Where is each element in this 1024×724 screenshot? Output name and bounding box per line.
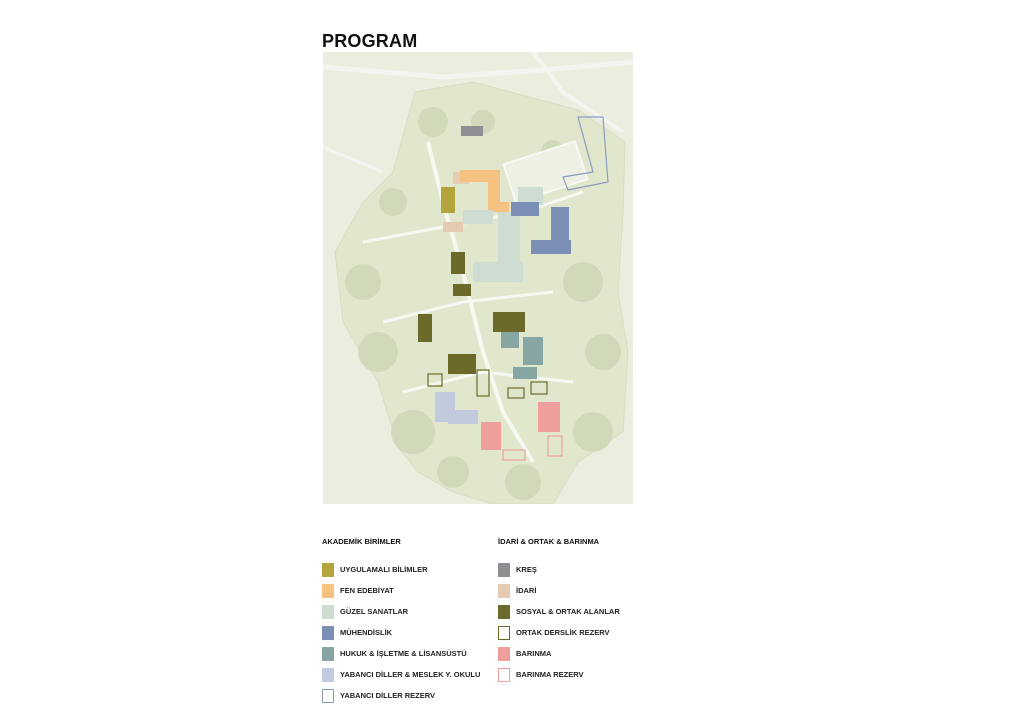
legend-item	[498, 601, 620, 622]
legend-item	[498, 664, 620, 685]
legend-swatch	[322, 689, 334, 703]
building-hukuk	[523, 337, 543, 365]
legend-item	[322, 685, 480, 706]
building-idari	[443, 222, 463, 232]
legend-item	[498, 643, 620, 664]
legend-label: GÜZEL SANATLAR	[340, 607, 409, 616]
building-guzel-sanatlar	[473, 262, 523, 282]
legend-swatch	[322, 584, 334, 598]
legend-swatch	[498, 626, 510, 640]
building-hukuk	[513, 367, 537, 379]
legend-label: FEN EDEBİYAT	[340, 586, 394, 595]
legend-label: YABANCI DİLLER REZERV	[340, 691, 436, 700]
building-fen-edebiyat	[491, 202, 509, 212]
legend-swatch	[498, 563, 510, 577]
building-yabanci	[448, 410, 478, 424]
legend-swatch	[322, 668, 334, 682]
legend-swatch	[498, 668, 510, 682]
page-title: PROGRAM	[322, 31, 418, 51]
legend-item	[498, 622, 620, 643]
building-sosyal	[418, 314, 432, 342]
building-sosyal	[448, 354, 476, 374]
legend-item	[322, 601, 480, 622]
building-muhendislik	[511, 202, 539, 216]
legend-label: UYGULAMALI BİLİMLER	[340, 565, 428, 574]
legend-label: YABANCI DİLLER & MESLEK Y. OKULU	[340, 670, 481, 679]
legend-swatch	[498, 584, 510, 598]
legend-swatch	[322, 647, 334, 661]
legend-label: SOSYAL & ORTAK ALANLAR	[516, 607, 620, 616]
legend-label: BARINMA REZERV	[516, 670, 584, 679]
legend-swatch	[498, 647, 510, 661]
legend-swatch	[322, 563, 334, 577]
legend-item	[498, 559, 620, 580]
building-uygulamali	[441, 187, 455, 213]
legend-item	[322, 664, 480, 685]
legend-heading: İDARİ & ORTAK & BARINMA	[498, 537, 600, 546]
legend-item	[322, 643, 480, 664]
legend-admin	[498, 537, 620, 685]
building-guzel-sanatlar	[463, 210, 493, 224]
campus-site-plan	[323, 52, 633, 504]
legend-item	[322, 622, 480, 643]
legend-label: MÜHENDİSLİK	[340, 628, 393, 637]
building-muhendislik	[531, 240, 571, 254]
legend-academic	[322, 537, 480, 706]
legend-swatch	[322, 626, 334, 640]
legend-item	[322, 559, 480, 580]
legend-label: BARINMA	[516, 649, 552, 658]
legend-label: HUKUK & İŞLETME & LİSANSÜSTÜ	[340, 649, 467, 658]
building-sosyal	[493, 312, 525, 332]
building-barinma	[538, 402, 560, 432]
legend-label: ORTAK DERSLİK REZERV	[516, 628, 610, 637]
building-kres	[461, 126, 483, 136]
legend-item	[322, 580, 480, 601]
legend-swatch	[498, 605, 510, 619]
legend-label: KREŞ	[516, 565, 537, 574]
legend-heading: AKADEMİK BİRİMLER	[322, 537, 401, 546]
building-hukuk	[501, 332, 519, 348]
legend-item	[498, 580, 620, 601]
building-sosyal	[451, 252, 465, 274]
building-guzel-sanatlar	[498, 212, 520, 262]
building-barinma	[481, 422, 501, 450]
legend-label: İDARİ	[516, 586, 537, 595]
building-fen-edebiyat	[460, 170, 490, 182]
legend-swatch	[322, 605, 334, 619]
building-sosyal	[453, 284, 471, 296]
